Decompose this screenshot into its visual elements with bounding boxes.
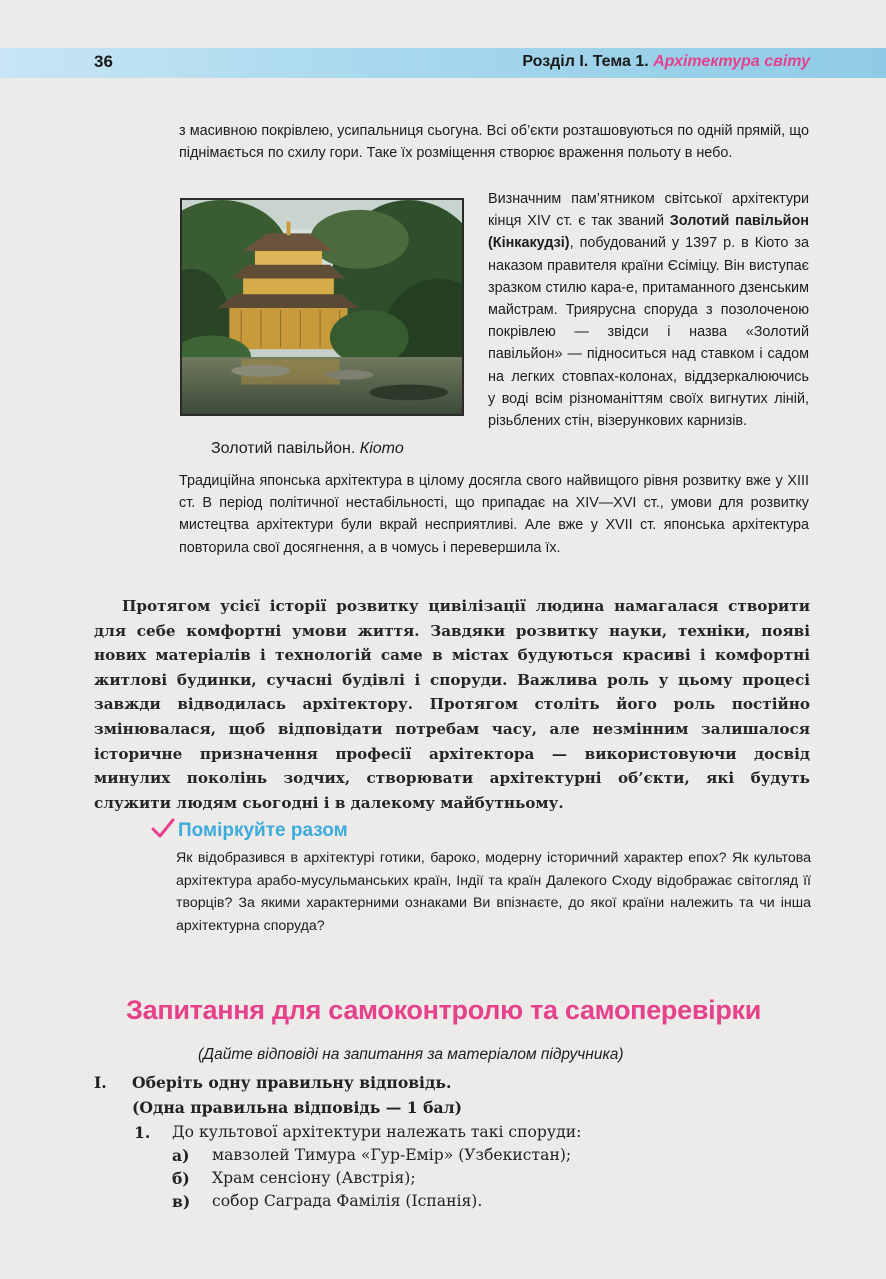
- main-paragraph: Протягом усієї історії розвитку цивілізації людина намагалася створити для себе комфортні умови життя. Завдяки розвитку науки, техніки, появі нових матеріалів і технологій саме в містах будуються красиві і комфортні житлові будинки, сучасні будівлі і споруди. Важлива роль у цьому процесі завжди відводилась архітектору. Протягом століть його роль постійно змінювалася, щоб відповідати потребам часу, але незмінним залишалося історичне призначення професії архітектора — використовуючи досвід минулих поколінь зодчих, створювати архітектурні об’єкти, які будуть служити людям сьогодні і в далекому майбутньому.: [94, 597, 810, 812]
- option-text: мавзолей Тимура «Гур-Емір» (Узбекистан);: [212, 1146, 572, 1164]
- option-text: собор Саграда Фамілія (Іспанія).: [212, 1192, 483, 1210]
- option-letter: в): [172, 1192, 191, 1211]
- section-label: Розділ І. Тема 1.: [522, 53, 649, 70]
- page-number: 36: [94, 52, 113, 71]
- think-together-heading: [150, 817, 348, 842]
- option-text: Храм сенсіону (Австрія);: [212, 1169, 416, 1187]
- pavilion-description: , побудований у 1397 р. в Кіото за наказом правителя країни Єсіміцу. Він виступає зразком стилю кара-е, притаманного дзенським майстрам. Триярусна споруда з позолоченою покрівлею — звідси і назва «Золотий павільйон» — підноситься над ставком і садом на легких стовпах-колонах, віддзеркалюючись у воді всім різноманіттям своїх вигнутих ліній, різьблених стін, візерункових карнизів.: [488, 235, 809, 430]
- question-number: 1.: [134, 1123, 151, 1142]
- think-heading-text: Поміркуйте разом: [178, 820, 348, 841]
- golden-pavilion-illustration: [182, 200, 462, 414]
- photo-caption: [211, 440, 404, 458]
- caption-main: Золотий павільйон.: [211, 440, 360, 457]
- pavilion-intro: Визначним пам’ятником світської архітектури кінця XIV ст. є так званий: [488, 191, 809, 230]
- part-title: Оберіть одну правильну відповідь.: [132, 1073, 452, 1092]
- self-check-title: Запитання для самоконтролю та самоперевірки: [126, 995, 762, 1025]
- intro-paragraph: з масивною покрівлею, усипальниця сьогуна. Всі об’єкти розташовуються по одній прямій, що піднімається по схилу гори. Таке їх розміщення створює враження польоту в небо.: [179, 123, 809, 162]
- quiz-instruction: (Дайте відповіді на запитання за матеріалом підручника): [198, 1046, 624, 1063]
- think-together-text: Як відобразився в архітектурі готики, бароко, модерну історичний характер епох? Як культова архітектура арабо-мусульманських країн, Індії та країн Далекого Сходу відображає світогляд її творців? За якими характерними ознаками Ви впізнаєте, до якої країни належить та чи інша архітектурна споруда?: [176, 850, 811, 934]
- question-text: До культової архітектури належать такі споруди:: [172, 1123, 582, 1141]
- caption-city: Кіото: [359, 440, 404, 457]
- page-header: [0, 48, 886, 78]
- pavilion-name: Золотий павільйон (Кінкакудзі): [488, 213, 809, 252]
- section-title: [522, 53, 810, 71]
- option-letter: б): [172, 1169, 190, 1188]
- section-topic: Архітектура світу: [653, 53, 810, 70]
- pavilion-paragraph: [488, 188, 809, 432]
- option-letter: а): [172, 1146, 190, 1165]
- checkmark-icon: [150, 817, 176, 839]
- part-points: (Одна правильна відповідь — 1 бал): [132, 1098, 462, 1117]
- part-number: I.: [94, 1073, 107, 1092]
- japan-architecture-paragraph: Традиційна японська архітектура в цілому досягла свого найвищого рівня розвитку вже у XIII ст. В період політичної нестабільності, що припадає на XIV—XVI ст., умови для розвитку мистецтва архітектури були вкрай несприятливі. Але вже у XVII ст. японська архітектура повторила свої досягнення, а в чомусь і перевершила їх.: [179, 473, 809, 556]
- golden-pavilion-photo: [180, 198, 464, 416]
